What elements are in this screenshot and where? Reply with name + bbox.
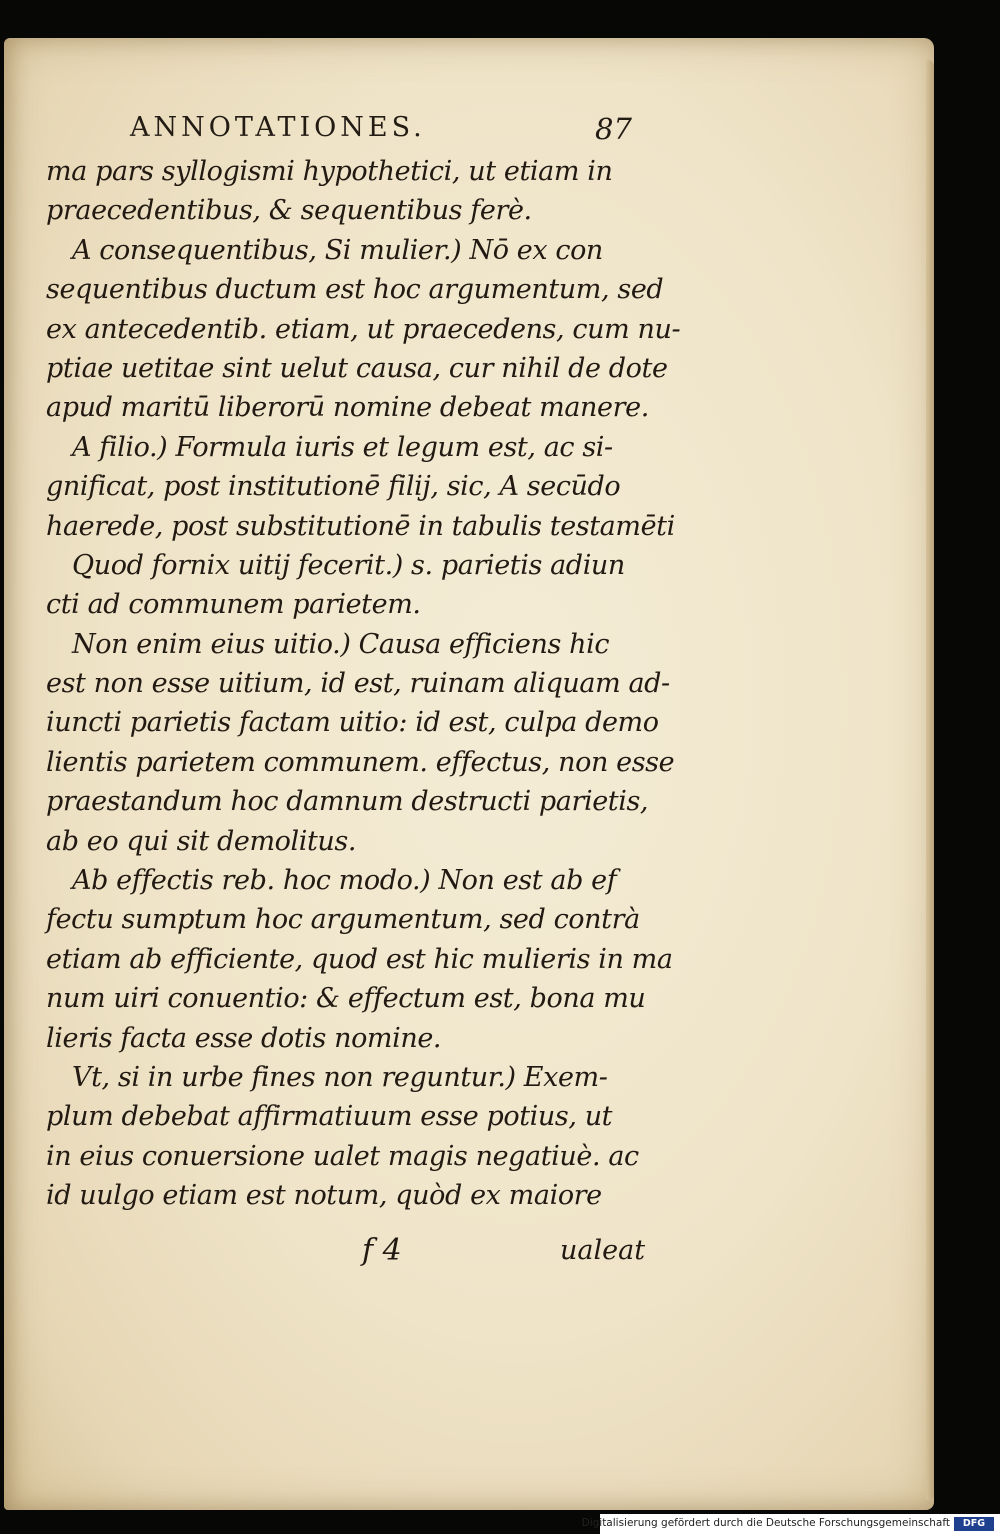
text-line: ma pars syllogismi hypothetici, ut etiam in	[46, 156, 613, 187]
text-line: praecedentibus, & sequentibus ferè.	[46, 195, 532, 227]
text-line: lieris facta esse dotis nomine.	[46, 1022, 442, 1054]
text-line: Quod fornix uitij fecerit.) s. parietis adiun	[72, 549, 625, 581]
text-line: in eius conuersione ualet magis negatiuè. ac	[46, 1140, 639, 1172]
dfg-logo: DFG	[954, 1517, 994, 1531]
text-line: praestandum hoc damnum destructi parietis,	[46, 786, 649, 818]
catchword: ualeat	[560, 1235, 646, 1266]
text-line: A consequentibus, Si mulier.) Nō ex con	[72, 234, 603, 266]
text-line: cti ad communem parietem.	[46, 589, 421, 621]
text-line: etiam ab efficiente, quod est hic mulieris in ma	[46, 943, 673, 975]
signature-mark: f 4	[362, 1233, 402, 1268]
text-line: Ab effectis reb. hoc modo.) Non est ab ef	[72, 865, 617, 897]
text-line: fectu sumptum hoc argumentum, sed contrà	[46, 904, 640, 936]
text-line: iuncti parietis factam uitio: id est, culpa demo	[46, 707, 659, 739]
running-title: ANNOTATIONES.	[130, 112, 426, 143]
text-line: apud maritū liberorū nomine debeat manere.	[46, 392, 649, 424]
text-line: ex antecedentib. etiam, ut praecedens, cum nu-	[46, 313, 681, 345]
page-edge	[926, 60, 934, 1500]
text-line: haerede, post substitutionē in tabulis testamēti	[46, 510, 675, 542]
text-line: Vt, si in urbe fines non reguntur.) Exem-	[72, 1061, 608, 1093]
text-line: id uulgo etiam est notum, quòd ex maiore	[46, 1180, 602, 1212]
page-number: 87	[595, 112, 632, 146]
running-head	[130, 112, 630, 152]
text-line: num uiri conuentio: & effectum est, bona mu	[46, 983, 646, 1015]
text-block	[46, 152, 681, 1216]
text-line: gnificat, post institutionē filij, sic, A secūdo	[46, 471, 621, 503]
page-footer	[46, 1233, 646, 1275]
credit-text: Digitalisierung gefördert durch die Deutsche Forschungsgemeinschaft	[581, 1517, 950, 1529]
text-line: A filio.) Formula iuris et legum est, ac si-	[72, 431, 613, 463]
digitization-credit	[581, 1514, 1000, 1534]
text-line: plum debebat affirmatiuum esse potius, ut	[46, 1101, 613, 1133]
text-line: sequentibus ductum est hoc argumentum, sed	[46, 274, 664, 306]
text-line: ab eo qui sit demolitus.	[46, 825, 357, 857]
text-line: lientis parietem communem. effectus, non esse	[46, 746, 675, 778]
text-line: est non esse uitium, id est, ruinam aliquam ad-	[46, 668, 670, 700]
text-line: Non enim eius uitio.) Causa efficiens hic	[72, 628, 610, 660]
text-line: ptiae uetitae sint uelut causa, cur nihil de dote	[46, 352, 668, 384]
